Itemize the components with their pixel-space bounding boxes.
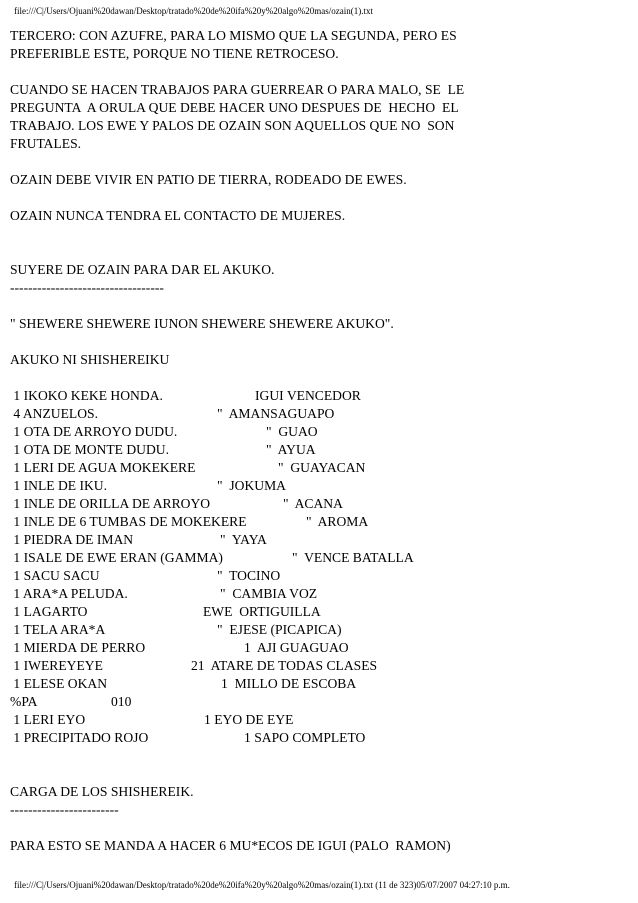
ingredient-right: " AYUA bbox=[266, 442, 316, 457]
paragraph-line: OZAIN NUNCA TENDRA EL CONTACTO DE MUJERES. bbox=[10, 208, 346, 223]
ingredient-left: 4 ANZUELOS. bbox=[10, 406, 98, 421]
paragraph-line: TRABAJO. LOS EWE Y PALOS DE OZAIN SON AQUELLOS QUE NO SON bbox=[10, 118, 455, 133]
ingredient-left: 1 PRECIPITADO ROJO bbox=[10, 730, 149, 745]
document-body bbox=[10, 27, 630, 855]
ingredient-row bbox=[10, 459, 630, 477]
ingredient-left: 1 LERI EYO bbox=[10, 712, 86, 727]
akuko-heading: AKUKO NI SHISHEREIKU bbox=[10, 352, 170, 367]
section-rule: ---------------------------------- bbox=[10, 280, 164, 295]
ingredient-row bbox=[10, 387, 630, 405]
ingredient-row bbox=[10, 657, 630, 675]
ingredient-left: 1 MIERDA DE PERRO bbox=[10, 640, 146, 655]
ingredient-right: " AMANSAGUAPO bbox=[217, 406, 335, 421]
ingredient-right: 1 EYO DE EYE bbox=[204, 712, 294, 727]
ingredient-row bbox=[10, 495, 630, 513]
section-title: CARGA DE LOS SHISHEREIK. bbox=[10, 784, 194, 799]
paragraph-line: TERCERO: CON AZUFRE, PARA LO MISMO QUE LA SEGUNDA, PERO ES bbox=[10, 28, 457, 43]
ingredient-row bbox=[10, 729, 630, 747]
ingredient-left: 1 INLE DE IKU. bbox=[10, 478, 108, 493]
section-title: SUYERE DE OZAIN PARA DAR EL AKUKO. bbox=[10, 262, 275, 277]
ingredient-left: 1 INLE DE ORILLA DE ARROYO bbox=[10, 496, 211, 511]
ingredient-row bbox=[10, 423, 630, 441]
ingredient-right: " ACANA bbox=[283, 496, 343, 511]
ingredient-row bbox=[10, 441, 630, 459]
ingredient-right: 1 AJI GUAGUAO bbox=[244, 640, 349, 655]
ingredient-right: " TOCINO bbox=[217, 568, 281, 583]
ingredient-right: 1 MILLO DE ESCOBA bbox=[221, 676, 357, 691]
ingredient-row bbox=[10, 531, 630, 549]
paragraph-line: PREGUNTA A ORULA QUE DEBE HACER UNO DESPUES DE HECHO EL bbox=[10, 100, 459, 115]
ingredient-left: 1 PIEDRA DE IMAN bbox=[10, 532, 134, 547]
paragraph-line: CUANDO SE HACEN TRABAJOS PARA GUERREAR O PARA MALO, SE LE bbox=[10, 82, 465, 97]
section-rule: ------------------------ bbox=[10, 802, 119, 817]
ingredient-row bbox=[10, 693, 630, 711]
ingredient-left: 1 ISALE DE EWE ERAN (GAMMA) bbox=[10, 550, 223, 565]
ingredient-list bbox=[10, 387, 630, 747]
ingredient-row bbox=[10, 621, 630, 639]
ingredient-row bbox=[10, 405, 630, 423]
ingredient-left: 1 ELESE OKAN bbox=[10, 676, 108, 691]
ingredient-right: " EJESE (PICAPICA) bbox=[217, 622, 342, 637]
ingredient-row bbox=[10, 711, 630, 729]
ingredient-row bbox=[10, 549, 630, 567]
page-footer-path: file:///C|/Users/Ojuani%20dawan/Desktop/tratado%20de%20ifa%20y%20algo%20mas/ozain(1).txt (11 de 323)05/07/2007 04:27:10 p.m. bbox=[14, 880, 510, 890]
paragraph-line: OZAIN DEBE VIVIR EN PATIO DE TIERRA, RODEADO DE EWES. bbox=[10, 172, 407, 187]
ingredient-left: 1 LAGARTO bbox=[10, 604, 88, 619]
suyere-text: " SHEWERE SHEWERE IUNON SHEWERE SHEWERE AKUKO". bbox=[10, 316, 394, 331]
ingredient-right: " VENCE BATALLA bbox=[292, 550, 414, 565]
ingredient-left: 1 TELA ARA*A bbox=[10, 622, 106, 637]
ingredient-row bbox=[10, 477, 630, 495]
ingredient-right: 21 ATARE DE TODAS CLASES bbox=[191, 658, 378, 673]
ingredient-right: " CAMBIA VOZ bbox=[220, 586, 318, 601]
ingredient-right: IGUI VENCEDOR bbox=[255, 388, 361, 403]
ingredient-right: 010 bbox=[111, 694, 132, 709]
ingredient-right: " GUAO bbox=[266, 424, 318, 439]
ingredient-right: " JOKUMA bbox=[217, 478, 286, 493]
ingredient-right: " GUAYACAN bbox=[278, 460, 366, 475]
ingredient-left: 1 IKOKO KEKE HONDA. bbox=[10, 388, 163, 403]
ingredient-row bbox=[10, 675, 630, 693]
ingredient-left: 1 ARA*A PELUDA. bbox=[10, 586, 128, 601]
ingredient-left: 1 OTA DE MONTE DUDU. bbox=[10, 442, 170, 457]
ingredient-right: " AROMA bbox=[306, 514, 369, 529]
ingredient-left: 1 INLE DE 6 TUMBAS DE MOKEKERE bbox=[10, 514, 247, 529]
ingredient-left: 1 IWEREYEYE bbox=[10, 658, 103, 673]
ingredient-row bbox=[10, 567, 630, 585]
ingredient-row bbox=[10, 639, 630, 657]
paragraph-line: FRUTALES. bbox=[10, 136, 82, 151]
ingredient-row bbox=[10, 603, 630, 621]
paragraph-line: PREFERIBLE ESTE, PORQUE NO TIENE RETROCESO. bbox=[10, 46, 339, 61]
ingredient-left: 1 SACU SACU bbox=[10, 568, 100, 583]
ingredient-right: " YAYA bbox=[220, 532, 267, 547]
paragraph-line: PARA ESTO SE MANDA A HACER 6 MU*ECOS DE IGUI (PALO RAMON) bbox=[10, 838, 451, 853]
ingredient-right: EWE ORTIGUILLA bbox=[203, 604, 321, 619]
page-header-path: file:///C|/Users/Ojuani%20dawan/Desktop/tratado%20de%20ifa%20y%20algo%20mas/ozain(1).txt bbox=[14, 6, 373, 16]
ingredient-left: 1 LERI DE AGUA MOKEKERE bbox=[10, 460, 196, 475]
ingredient-left: 1 OTA DE ARROYO DUDU. bbox=[10, 424, 178, 439]
ingredient-row bbox=[10, 585, 630, 603]
ingredient-row bbox=[10, 513, 630, 531]
ingredient-right: 1 SAPO COMPLETO bbox=[244, 730, 366, 745]
ingredient-left: %PA bbox=[10, 694, 38, 709]
